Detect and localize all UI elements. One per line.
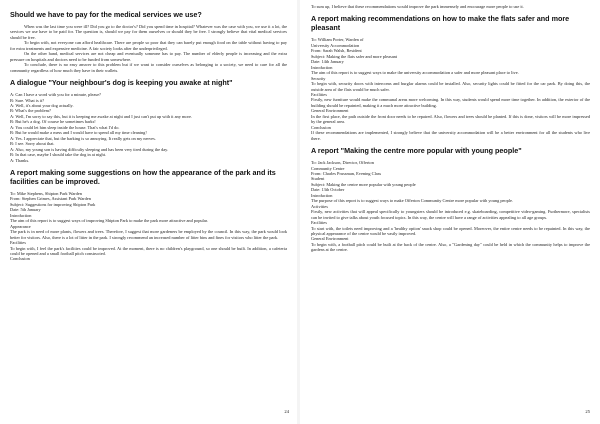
report-line: Date: 14th January [311, 59, 344, 65]
dialogue-line: B: What's the problem? [10, 108, 51, 114]
report-line: Facilities [10, 240, 26, 246]
report-line: To begin with, I feel the park's facilities could be improved. At the moment, there is no children's playground, so one should be built. In addition, a cafeteria could be opened and a small football pitch constructed. [10, 245, 287, 256]
report-line: The park is in need of more plants, flowers and trees. Therefore, I suggest that more gardeners be employed by the council. In this way, the park would look better for visitors. Also, there is a lot of litter in the park. I strongly recommend an increased number of litter bins and fines for visitors who litter the park. [10, 229, 287, 240]
dialogue-line: A: Well, I'm sorry to say this, but it is keeping me awake at night and I just can't put up with it any more. [10, 113, 192, 119]
report-line: The aim of this report is to suggest ways of improving Shipton Park to make the park more attractive and popular. [10, 218, 208, 224]
report-line: General Environment [311, 236, 349, 242]
report-line: In the first place, the path outside the front door needs to be repaired. Also, flowers and trees should be planted. If this is done, visitors will be more impressed by the general area. [311, 113, 590, 125]
report-line: From: Charles Prussman, Evening Class [311, 170, 382, 176]
report-line: Date: 5th January [10, 207, 41, 213]
report-line: Conclusion [311, 124, 331, 130]
report-line: Firstly, new furniture would make the communal areas more welcoming. In this way, students would spend more time together. In addition, the exterior of the building should be repainted, making it a much more attractive building. [311, 97, 590, 108]
report-line: To: Jack Jackson, Director, Offerton [311, 160, 374, 166]
report-line: From: Stephen Grimes, Assistant Park Warden [10, 196, 91, 202]
page-number: 24 [284, 409, 289, 414]
dialogue-line: B: I see. Sorry about that. [10, 141, 55, 147]
report-line: Activities [311, 203, 328, 209]
report-line: Date: 13th October [311, 187, 345, 193]
dialogue-line: A: Thanks. [10, 157, 30, 163]
report-line: Conclusion [10, 256, 30, 262]
report-line: Security [311, 75, 326, 81]
report-line: Subject: Making the centre more popular with young people [311, 181, 416, 187]
report-line: Introduction [10, 212, 32, 218]
dialogue-line: A: Can I have a word with you for a minute, please? [10, 92, 101, 98]
page-number: 25 [585, 409, 590, 414]
report-line: Facilities [311, 220, 327, 226]
dialogue-lines [10, 92, 287, 163]
dialogue-line: B: But he would make a mess and I would have to spend all my time cleaning! [10, 130, 147, 136]
report-line: University Accommodation [311, 42, 360, 48]
medical-paragraph: To conclude, there is no easy answer to this problem but if we want to consider ourselves as belonging to a society, we need to care for all the community regardless of how much they have in their wallets. [10, 62, 287, 73]
report-line: Introduction [311, 64, 333, 70]
flats-report-body [311, 37, 590, 141]
medical-paragraph: On the other hand, medical services are not cheap and eventually someone has to pay. The number of elderly people is increasing and the extra pressure on hospitals and doctors need to be funded from somewhere. [10, 51, 287, 62]
report-line: Subject: Making the flats safer and more pleasant [311, 53, 398, 59]
dialogue-line: B: But he's a dog. Of course he sometimes barks! [10, 119, 96, 125]
report-line: Community Centre [311, 165, 345, 171]
dialogue-line: A: Also, my young son is having difficulty sleeping and has been very tired during the day. [10, 146, 169, 152]
dialogue-line: B: Sure. What is it? [10, 97, 45, 103]
centre-report-title: A report "Making the centre more popular with young people" [311, 146, 522, 156]
report-line: If these recommendations are implemented, I strongly believe that the university accommodation will be a better environment for all the students who live there. [311, 130, 590, 141]
dialogue-line: B: In that case, maybe I should take the dog in at night. [10, 152, 107, 158]
report-line: Firstly, new activities that will appeal specifically to youngsters should be introduced e.g. skateboarding, competitive video-gaming. Furthermore, specialists can be invited to give talks about youth focused topics. In this way, the centre will have a range of activities appealing to all age groups. [311, 209, 590, 220]
flats-report-title: A report making recommendations on how to make the flats safer and more pleasant [311, 14, 570, 33]
medical-paragraph: To begin with, not everyone can afford healthcare. There are people so poor that they can barely put enough food on the table without having to pay for extra treatments and expensive medicine. A fair society looks after the underprivileged. [10, 40, 287, 51]
right-page [300, 0, 600, 424]
report-line: To start with, the toilets need improving and a 'healthy option' snack shop could be opened. Moreover, the entire centre needs to be repainted. In this way, the physical appearance of the centre would be vastly improved. [311, 225, 590, 236]
report-line: To: Mike Stephens, Shipton Park Warden [10, 190, 82, 196]
park-report-title: A report making some suggestions on how the appearance of the park and its facilities can be improved. [10, 167, 276, 186]
dialogue-line: A: You could let him sleep inside the house. That's what I'd do. [10, 124, 120, 130]
dialogue-line: A: Well, it's about your dog actually. [10, 102, 74, 108]
report-line: To begin with, a football pitch could be built at the back of the centre. Also, a "Gardening day" could be held in which the community helps to improve the gardens at the centre. [311, 241, 590, 253]
report-line: Subject: Suggestions for improving Shipton Park [10, 201, 96, 207]
dialogue-title: A dialogue "Your neighbour's dog is keeping you awake at night" [10, 78, 233, 88]
report-line: From: Sarah Walsh, Resident [311, 48, 362, 54]
park-report-body [10, 191, 287, 262]
medical-paragraph: When was the last time you were ill? Did you go to the doctor's? Did you spend time in hospital? Whatever was the case with you, we use it a lot, the services we use have to be paid for. The question is, should we pay for them ourselves or should they be free. I strongly believe that vital medical services should be free. [10, 24, 287, 40]
centre-report-body [311, 160, 590, 253]
report-line: The purpose of this report is to suggest ways to make Offerton Community Centre more popular with young people. [311, 198, 513, 204]
report-line: To: William Porter, Warden of [311, 37, 364, 43]
report-line: General Environment [311, 108, 349, 114]
report-line: Appearance [10, 223, 31, 229]
report-line: To begin with, security doors with intercoms and burglar alarms could be installed. Also, security lights could be fitted for the car park. By doing this, the outside area of the flats would be much safer. [311, 81, 590, 92]
report-line: Introduction [311, 192, 333, 198]
dialogue-line: A: Yes. I appreciate that, but the barking is so annoying. It really gets on my nerves. [10, 135, 156, 141]
report-line: Facilities [311, 91, 327, 97]
medical-services-title: Should we have to pay for the medical services we use? [10, 10, 202, 19]
park-report-conclusion: To sum up, I believe that these recommendations would improve the park immensely and encourage more people to use it. [311, 4, 524, 9]
report-line: The aim of this report is to suggest ways to make the university accommodation a safer and more pleasant place to live. [311, 70, 519, 76]
report-line: Student [311, 176, 325, 182]
left-page [0, 0, 297, 424]
